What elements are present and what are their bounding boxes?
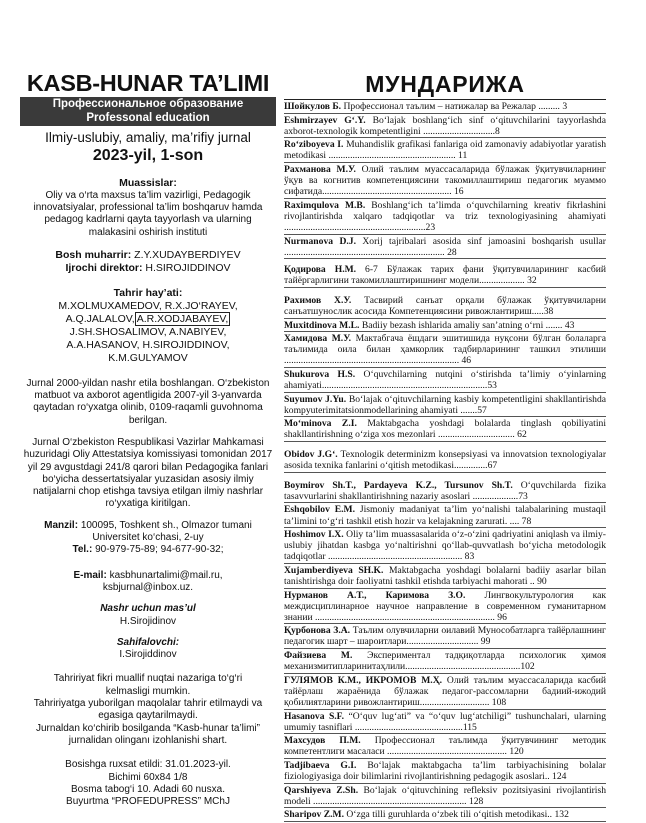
toc-entry-author: Eshqobilov E.M. <box>284 504 355 516</box>
email-value-2: ksbjurnal@inbox.uz. <box>102 581 194 593</box>
toc-entry-title: Badiiy bezash ishlarida amaliy san’atning o‘rni ....... <box>359 319 563 331</box>
toc-entry-author: Eshmirzayev G‘.Y. <box>284 114 366 126</box>
toc-entry-author: Qarshiyeva Z.Sh. <box>284 784 359 796</box>
toc-entry <box>284 809 606 822</box>
phone-line <box>20 544 276 556</box>
print-line-2: Bichimi 60x84 1/8 <box>108 771 188 783</box>
chief-editor-name: Z.Y.XUDAYBERDIYEV <box>134 248 241 261</box>
toc-entry-page: 8 <box>495 125 500 137</box>
contents-title: МУНДАРИЖА <box>284 70 606 100</box>
toc-entry-title: O‘quvchilarda fizika tasavvurlarini shakllantirishning nazariy asoslari ................... <box>284 479 607 502</box>
exec-director-name: H.SIROJIDDINOV <box>145 261 231 274</box>
toc-entry-page: 108 <box>489 696 507 708</box>
toc-entry-author: Boymirov Sh.T., Pardayeva K.Z., Tursunov Sh.T. <box>284 479 513 491</box>
toc-entry-page: 83 <box>462 551 475 563</box>
toc-entry-page: 96 <box>494 611 507 623</box>
toc-entry-page: 28 <box>444 246 457 258</box>
board-member-highlighted: A.R.XODJABAYEV, <box>136 312 229 325</box>
toc-entry-author: Рахманова М.У. <box>284 163 356 175</box>
toc-entry <box>284 565 606 589</box>
toc-entry-author: Xujamberdiyeva SH.K. <box>284 564 384 576</box>
toc-entry-author: Қурбонова З.А. <box>284 625 351 637</box>
toc-entry-title: Jismoniy madaniyat ta’lim yo‘nalishi talabalarining mustaqil ta’limini to‘g‘ri tashkil etish hozir va kelajakning zarurati. .... 78 <box>284 504 606 527</box>
toc-entry-page: 102 <box>520 661 535 673</box>
toc-entry-page: 67 <box>487 460 498 472</box>
toc-entry-author: Mo‘minova Z.I. <box>284 418 357 430</box>
exec-director-label: Ijrochi direktor: <box>65 261 143 274</box>
disclaimer-2: Tahririyatga yuborilgan maqolalar tahrir etilmaydi va egasiga qaytarilmaydi. <box>33 698 263 722</box>
address-label: Manzil: <box>44 519 79 531</box>
address-line-1 <box>20 520 276 532</box>
toc-entry-author: Махсудов П.М. <box>284 735 361 747</box>
toc-entry-page: 46 <box>459 355 472 367</box>
toc-entry <box>284 711 606 735</box>
journal-title-ru-en-band <box>20 97 276 126</box>
toc-entry-title: “O‘quv lug‘ati” va “o‘quv lug‘atchiligi” tushunchalari, ularning umumiy tasniflari ............................................. <box>284 710 607 733</box>
imprint-column <box>20 70 276 808</box>
toc-entry-title: Олий таълим муассасаларида бўлажак ўқитувчиларнинг ўқув ва когнитив компетенциясини такомиллаштириш педагогик муаммо сифатида...................................................... <box>284 163 606 198</box>
journal-title-en: Professonal education <box>86 111 210 124</box>
phone-label: Tel.: <box>72 544 93 556</box>
toc-entry <box>284 369 606 393</box>
toc-entry <box>284 785 606 809</box>
toc-entry-page: 62 <box>514 429 527 441</box>
toc-entry-title: Maktabgacha yoshdagi bolalarni badiiy asarlar bilan tanishtirishga doir faoliyatni tashkil etishda tarbiyachi mahorati .. 90 <box>284 564 606 587</box>
toc-entry-title: Xorij tajribalari asosida sinf jamoasini boshqarish usullar ................................................................... <box>284 235 606 258</box>
toc-entry-title: O‘quvchilarning nutqini o‘stirishda ta’limiy o‘yinlarning ahamiyati..................................................................... <box>284 368 606 392</box>
toc-entry-author: Suyumov J.Yu. <box>284 393 347 405</box>
phone-value: 90-979-75-89; 94-677-90-32; <box>95 544 224 556</box>
chief-editor-label: Bosh muharrir: <box>55 248 132 261</box>
journal-title: KASB-HUNAR TA’LIMI <box>26 70 270 96</box>
toc-entry-title: Bo‘lajak o‘qituvchilarning kasbiy kompetentligini shakllantirishda kompyuterimitatsionmodellarining ahamiyati ....... <box>284 393 606 416</box>
responsible-label: Nashr uchun mas’ul <box>100 603 196 615</box>
toc-entry-title: 6-7 Бўлажак тарих фани ўқитувчиларининг касбий тайёргарлигини такомиллаштиришнинг модели................... <box>284 264 606 287</box>
toc-entry-page: 120 <box>506 746 524 758</box>
toc-entry-page: 38 <box>543 306 554 317</box>
email-block <box>20 570 276 595</box>
toc-entry <box>284 625 606 649</box>
exec-director-line <box>20 262 276 275</box>
board-line-2 <box>20 313 276 326</box>
toc-entry-page: 115 <box>462 721 477 733</box>
toc-entry-title: Таълим олувчиларни оилавий Мунособатларга тайёрлашнинг педагогик шарт – шароитлари.............................. <box>284 625 606 648</box>
toc-entry-title: Bo‘lajak o‘qituvchining refleksiv pozitsiyasini rivojlantirish modeli ................................................................ <box>284 784 607 807</box>
board-line-1: M.XOLMUXAMEDOV, R.X.JO‘RAYEV, <box>58 299 238 312</box>
toc-entry <box>284 735 606 759</box>
toc-entry-title: O‘zga tilli guruhlarda o‘zbek tili o‘qitish metodikasi.. <box>343 809 553 821</box>
toc-entry <box>284 333 606 368</box>
toc-entry <box>284 418 606 442</box>
toc-entry-title: Bo‘lajak boshlang‘ich sinf o‘qituvchilarini tayyorlashda axborot-texnologik kompetentligini .............................. <box>284 114 606 137</box>
toc-entry-author: Shukurova H.S. <box>284 368 356 380</box>
address-line-2: Universitet ko‘chasi, 2-uy <box>92 532 204 544</box>
journal-subtitle: Ilmiy-uslubiy, amaliy, ma’rifiy jurnal <box>45 130 251 145</box>
toc-entry-title: Профессионал таълим – натижалар ва Режалар ......... <box>341 101 560 112</box>
toc-entry-title: Мактабгача ёшдаги эшитишида нуқсони бўлган болаларга таълимида оила билан ҳамкорлик тадбирларининг ташкил этилиши ......................................................................... <box>284 333 607 367</box>
contents-list <box>284 101 606 822</box>
board-heading: Tahrir hay’ati: <box>113 286 183 299</box>
toc-entry <box>284 590 606 625</box>
toc-entry <box>284 101 606 114</box>
toc-entry-title: Boshlang‘ich ta’limda o‘quvchilarning kreativ fikrlashini rivojlantirishda xalqaro tadqiqotlar va triz texnologiyasining ahamiyati ........................................................... <box>284 199 606 233</box>
toc-entry-title: Muhandislik grafikasi fanlariga oid zamonaviy adabiyotlar yaratish metodikasi ..................................................... <box>284 139 607 162</box>
toc-entry-title: Профессионал таълимда ўқитувчининг методик компетентлиги масаласи .................................................. <box>284 735 606 758</box>
print-line-1: Bosishga ruxsat etildi: 31.01.2023-yil. <box>65 759 231 771</box>
board-line-4: A.A.HASANOV, H.SIROJIDDINOV, <box>66 338 230 351</box>
toc-entry <box>284 529 606 564</box>
contents-column <box>284 70 606 823</box>
toc-entry-author: Шойкулов Б. <box>284 101 342 112</box>
toc-entry-author: Қодирова Н.М. <box>284 264 357 276</box>
history-text: Jurnal 2000-yildan nashr etila boshlangan. O‘zbekiston matbuot va axborot agentligida 2007-yil 3-yanvarda qaytadan ro‘yxatga olinib, 0109-raqamli guvohnoma berilgan. <box>26 377 270 426</box>
toc-entry-author: Рахимов Х.У. <box>284 294 352 306</box>
toc-entry-page: 16 <box>451 186 464 198</box>
toc-entry-title: Тасвирий санъат орқали бўлажак ўқитувчиларни санъатшунослик асосида Компетенциясини ривожлантириш..... <box>284 294 606 317</box>
toc-entry-author: Ro‘ziboyeva I. <box>284 139 344 151</box>
toc-entry <box>284 115 606 139</box>
board-line-3: J.SH.SHOSALIMOV, A.NABIYEV, <box>69 325 227 338</box>
toc-entry-page: 43 <box>562 319 575 331</box>
toc-entry-page: 11 <box>455 150 468 162</box>
toc-entry <box>284 236 606 260</box>
toc-entry <box>284 650 606 674</box>
toc-entry-page: 99 <box>478 636 491 648</box>
toc-entry <box>284 200 606 235</box>
address-block <box>20 520 276 557</box>
toc-entry-title: Oliy ta’lim muassasalarida o‘z-o‘zini qadriyatini aniqlash va ilmiy-uslubiy jihatdan kasbga yo‘naltirishni qo‘llab-quvvatlash bo‘yicha metodologik tadqiqotlar ........................................................ <box>284 529 607 563</box>
founders-heading: Muassislar: <box>119 177 177 189</box>
disclaimer-1: Tahririyat fikri muallif nuqtai nazariga to‘g‘ri kelmasligi mumkin. <box>53 673 243 697</box>
toc-entry-author: Muxitdinova M.L. <box>284 319 360 331</box>
toc-entry-title: Олий таълим муассасаларида касбий тайёрлаш жараёнида бўлажак педагог-рассомларни бадиий-ижодий қобилиятларини ривожлантириш............................. <box>284 674 607 708</box>
toc-entry-title: Экспериментал тадқиқотларда психологик ҳимоя механизмитипларинитаҳлили................................................ <box>284 650 606 673</box>
toc-entry-author: Obidov J.G‘. <box>284 449 338 461</box>
layout-label: Sahifalovchi: <box>116 636 180 648</box>
toc-entry-author: Tadjibaeva G.I. <box>284 759 357 771</box>
toc-entry-author: Файзиева М. <box>284 650 353 662</box>
toc-entry-page: 73 <box>518 490 528 502</box>
board-line-5: K.M.GULYAMOV <box>108 351 188 364</box>
disclaimer-3: Jurnaldan ko‘chirib bosilganda “Kasb-hunar ta’limi” jurnalidan olinganı izohlanishi shart. <box>35 722 260 746</box>
layout-name: I.Sirojiddinov <box>119 649 177 661</box>
journal-title-ru: Профессиональное образование <box>52 98 244 110</box>
print-line-3: Bosma tabog‘i 10. Adadi 60 nusxa. <box>71 783 225 795</box>
print-line-4: Buyurtma “PROFEDUPRESS” MChJ <box>66 796 230 808</box>
toc-entry-author: Хамидова М.У. <box>284 333 352 345</box>
toc-entry-author: Нурманов А.Т., Каримова З.О. <box>284 589 466 601</box>
toc-entry <box>284 760 606 784</box>
toc-entry <box>284 480 606 504</box>
toc-entry-author: ГУЛЯМОВ К.М., ИКРОМОВ М.Ҳ. <box>284 674 443 686</box>
toc-entry-page: 57 <box>477 404 487 416</box>
email-label: E-mail: <box>73 569 107 581</box>
toc-entry-title: Maktabgacha yoshdagi bolalarda tinglash qobiliyatini shakllantirishning o‘ziga xos mezonlari ................................ <box>284 418 606 441</box>
toc-entry-title: Лингвокультурология как междисциплинарное научное направление в современном гуманитарном знании ........................................................................... <box>284 589 606 623</box>
toc-entry <box>284 264 606 288</box>
email-line-1 <box>20 570 276 582</box>
toc-entry-page: 124 <box>549 770 567 782</box>
toc-entry <box>284 139 606 163</box>
responsible-name: H.Sirojidinov <box>119 615 177 627</box>
toc-entry-author: Hasanova S.F. <box>284 710 345 722</box>
toc-entry-page: 32 <box>524 275 537 287</box>
vak-text: Jurnal O‘zbekiston Respublikasi Vazirlar Mahkamasi huzuridagi Oliy Attestatsiya komissiyasi tomonidan 2017 yil 29 avgustdagi 241/8 qarori bilan Pedagogika fanlari bo‘yicha dessertatsiyalar yuzasidan asosiy ilmiy natijalarni chop etishga tavsiya etilgan ilmiy nashrlar ro‘yxatiga kiritilgan. <box>23 437 273 510</box>
toc-entry <box>284 394 606 418</box>
toc-entry <box>284 449 606 473</box>
toc-entry-title: Texnologik determinizm konsepsiyasi va innovatsion texnologiyalar asosida texnika fanlarini o‘qitish metodikasi.............. <box>284 449 607 472</box>
founders-text: Oliy va o‘rta maxsus ta’lim vazirligi, Pedagogik innovatsiyalar, professional ta’lim boshqaruv hamda pedagog kadrlarni qayta tayyorlash va ularning malakasini oshirish instituti <box>33 190 263 238</box>
email-value-1: kasbhunartalimi@mail.ru, <box>109 569 223 581</box>
chief-editor-line <box>20 249 276 262</box>
issue-number: 2023-yil, 1-son <box>92 147 204 164</box>
toc-entry-page: 128 <box>466 795 484 807</box>
toc-entry-page: 23 <box>425 221 436 233</box>
toc-entry-page: 132 <box>552 809 569 821</box>
board-member: A.Q.JALALOV, <box>65 312 135 325</box>
toc-entry-author: Hoshimov I.X. <box>284 529 344 541</box>
toc-entry-page: 53 <box>487 380 497 392</box>
address-value-1: 100095, Toshkent sh., Olmazor tumani <box>80 519 252 531</box>
toc-entry <box>284 504 606 528</box>
toc-entry <box>284 320 606 333</box>
toc-entry-author: Sharipov Z.M. <box>284 809 344 821</box>
toc-entry <box>284 675 606 710</box>
toc-entry <box>284 164 606 199</box>
toc-entry <box>284 295 606 319</box>
toc-entry-author: Nurmanova D.J. <box>284 235 356 247</box>
toc-entry-title: Bo‘lajak maktabgacha ta’lim tarbiyachisining bolalar fiziologiyasiga doir bilimlarini rivojlantirishning pedagogik asoslari.. <box>284 759 606 782</box>
toc-entry-page: 3 <box>559 101 568 112</box>
toc-entry-author: Raximqulova M.B. <box>284 199 366 211</box>
